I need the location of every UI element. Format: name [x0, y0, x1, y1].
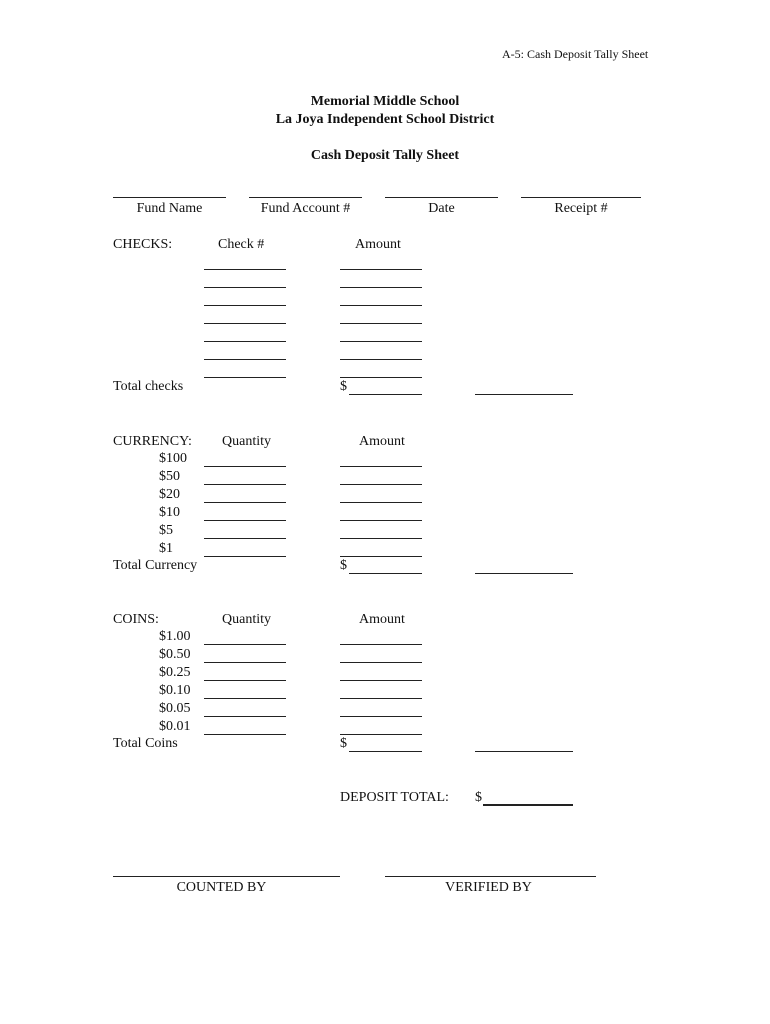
- coin-denomination-label: $1.00: [159, 629, 191, 644]
- total-currency-amount-field[interactable]: [349, 573, 422, 574]
- check-amount-field[interactable]: [340, 323, 422, 324]
- coins-section-label: COINS:: [113, 612, 159, 627]
- coin-denomination-label: $0.50: [159, 647, 191, 662]
- receipt-label: Receipt #: [554, 201, 608, 216]
- check-number-field[interactable]: [204, 323, 286, 324]
- currency-section-label: CURRENCY:: [113, 434, 192, 449]
- total-currency-dollar: $: [340, 558, 347, 573]
- total-coins-extended-field[interactable]: [475, 751, 573, 752]
- currency-quantity-header: Quantity: [222, 434, 271, 449]
- currency-amount-field[interactable]: [340, 502, 422, 503]
- total-checks-label: Total checks: [113, 379, 184, 394]
- currency-amount-field[interactable]: [340, 520, 422, 521]
- deposit-total-label: DEPOSIT TOTAL:: [340, 790, 449, 805]
- currency-quantity-field[interactable]: [204, 466, 286, 467]
- fund-account-label: Fund Account #: [260, 201, 351, 216]
- currency-quantity-field[interactable]: [204, 502, 286, 503]
- currency-denomination-label: $5: [159, 523, 173, 538]
- coin-quantity-field[interactable]: [204, 662, 286, 663]
- checks-section-label: CHECKS:: [113, 237, 173, 252]
- currency-denomination-label: $50: [159, 469, 180, 484]
- check-amount-field[interactable]: [340, 269, 422, 270]
- check-amount-field[interactable]: [340, 305, 422, 306]
- check-number-field[interactable]: [204, 269, 286, 270]
- coin-amount-field[interactable]: [340, 716, 422, 717]
- check-amount-field[interactable]: [340, 341, 422, 342]
- coins-quantity-header: Quantity: [222, 612, 271, 627]
- currency-denomination-label: $100: [159, 451, 187, 466]
- total-checks-amount-field[interactable]: [349, 394, 422, 395]
- check-number-field[interactable]: [204, 359, 286, 360]
- coins-amount-header: Amount: [359, 612, 405, 627]
- currency-quantity-field[interactable]: [204, 484, 286, 485]
- total-currency-extended-field[interactable]: [475, 573, 573, 574]
- coin-denomination-label: $0.25: [159, 665, 191, 680]
- coin-quantity-field[interactable]: [204, 644, 286, 645]
- check-amount-field[interactable]: [340, 359, 422, 360]
- total-currency-label: Total Currency: [113, 558, 198, 573]
- currency-denomination-label: $10: [159, 505, 180, 520]
- receipt-field[interactable]: [521, 197, 641, 198]
- check-number-field[interactable]: [204, 341, 286, 342]
- district-name: La Joya Independent School District: [275, 112, 495, 127]
- verified-by-signature-line[interactable]: [385, 876, 596, 877]
- total-checks-extended-field[interactable]: [475, 394, 573, 395]
- coin-denomination-label: $0.05: [159, 701, 191, 716]
- school-name: Memorial Middle School: [310, 94, 460, 109]
- verified-by-label: VERIFIED BY: [445, 880, 532, 895]
- coin-denomination-label: $0.01: [159, 719, 191, 734]
- total-coins-amount-field[interactable]: [349, 751, 422, 752]
- currency-amount-field[interactable]: [340, 484, 422, 485]
- check-number-field[interactable]: [204, 377, 286, 378]
- coin-denomination-label: $0.10: [159, 683, 191, 698]
- currency-quantity-field[interactable]: [204, 556, 286, 557]
- total-coins-label: Total Coins: [113, 736, 178, 751]
- currency-amount-field[interactable]: [340, 556, 422, 557]
- date-field[interactable]: [385, 197, 498, 198]
- coin-quantity-field[interactable]: [204, 680, 286, 681]
- coin-quantity-field[interactable]: [204, 716, 286, 717]
- coin-amount-field[interactable]: [340, 698, 422, 699]
- deposit-total-field[interactable]: [483, 804, 573, 806]
- currency-denomination-label: $20: [159, 487, 180, 502]
- coin-quantity-field[interactable]: [204, 698, 286, 699]
- currency-denomination-label: $1: [159, 541, 173, 556]
- counted-by-label: COUNTED BY: [176, 880, 267, 895]
- total-coins-dollar: $: [340, 736, 347, 751]
- form-code: A-5: Cash Deposit Tally Sheet: [502, 47, 649, 61]
- check-number-field[interactable]: [204, 305, 286, 306]
- counted-by-signature-line[interactable]: [113, 876, 340, 877]
- currency-quantity-field[interactable]: [204, 520, 286, 521]
- currency-amount-field[interactable]: [340, 538, 422, 539]
- coin-amount-field[interactable]: [340, 734, 422, 735]
- coin-amount-field[interactable]: [340, 680, 422, 681]
- fund-account-field[interactable]: [249, 197, 362, 198]
- check-number-header: Check #: [218, 237, 265, 252]
- fund-name-label: Fund Name: [136, 201, 203, 216]
- check-amount-header: Amount: [355, 237, 401, 252]
- check-number-field[interactable]: [204, 287, 286, 288]
- currency-amount-header: Amount: [359, 434, 405, 449]
- fund-name-field[interactable]: [113, 197, 226, 198]
- coin-amount-field[interactable]: [340, 644, 422, 645]
- coin-quantity-field[interactable]: [204, 734, 286, 735]
- currency-amount-field[interactable]: [340, 466, 422, 467]
- check-amount-field[interactable]: [340, 287, 422, 288]
- sheet-title: Cash Deposit Tally Sheet: [310, 148, 460, 163]
- deposit-total-dollar: $: [475, 790, 482, 805]
- coin-amount-field[interactable]: [340, 662, 422, 663]
- date-label: Date: [428, 201, 455, 216]
- currency-quantity-field[interactable]: [204, 538, 286, 539]
- check-amount-field[interactable]: [340, 377, 422, 378]
- total-checks-dollar: $: [340, 379, 347, 394]
